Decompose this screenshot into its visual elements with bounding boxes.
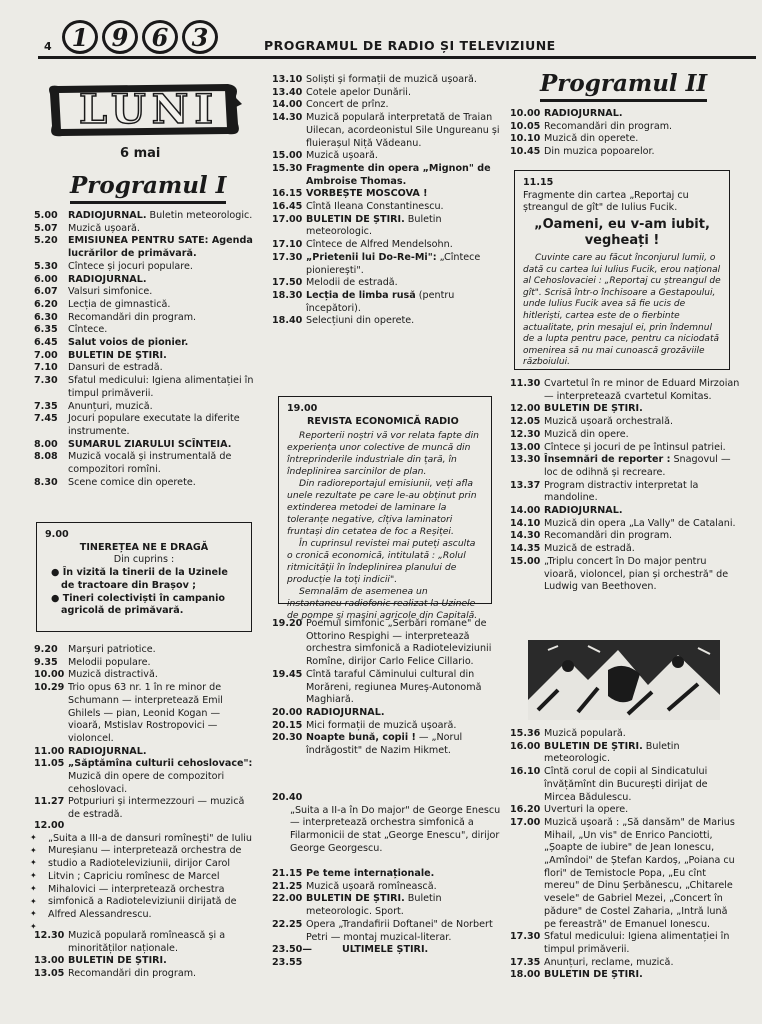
program-entry [272, 112, 502, 150]
entry-time: 15.36 [510, 728, 541, 739]
entry-time: 20.15 [272, 719, 303, 731]
program-entry [510, 969, 742, 982]
date: 6 mai [120, 146, 161, 161]
entry-text: Salut voios de pionier. [68, 337, 189, 349]
program-entry [34, 401, 256, 414]
program-entry [34, 235, 256, 260]
entry-time: 22.00 [272, 893, 303, 905]
entry-text: Potpuriuri și intermezzouri — muzică de estradă. [68, 796, 245, 821]
entry-time: 12.05 [510, 416, 541, 428]
program-entry [34, 375, 256, 400]
entry-text: Noapte bună, copii ! — „Norul îndrăgostit" de Nazim Hikmet. [306, 732, 463, 757]
entry-time: 23.50—23.55 [272, 944, 312, 968]
entry-text: Muzică din operete. [544, 133, 639, 145]
program-entry [272, 87, 502, 100]
block-2040 [272, 792, 502, 856]
entry-text: Cotele apelor Dunării. [306, 86, 412, 98]
tineretea-item: ● În vizită la tinerii de la Uzinele de tractoare din Brașov ; [51, 567, 228, 591]
program-entry [34, 451, 256, 476]
program-2-midday-list [510, 378, 742, 594]
entry-time: 11.05 [34, 758, 65, 770]
entry-time: 5.30 [34, 260, 58, 272]
entry-time: 10.00 [34, 669, 65, 681]
entry-time: 19.20 [272, 618, 303, 629]
program-entry [272, 214, 502, 239]
entry-text: Însemnări de reporter : Snagovul — loc de odihnă și recreare. [544, 454, 731, 478]
entry-text: Fragmente din opera „Mignon" de Ambroise Thomas. [306, 162, 491, 187]
program-entry [34, 286, 256, 299]
program-entry [272, 201, 502, 214]
entry-time: 9.20 [34, 644, 58, 655]
entry-text: BULETIN DE ȘTIRI. [544, 969, 643, 981]
entry-time: 7.10 [34, 362, 58, 374]
entry-time: 6.30 [34, 311, 58, 323]
entry-time: 12.00 [510, 403, 541, 415]
entry-text: BULETIN DE ȘTIRI. Buletin meteorologic. Sport. [306, 893, 442, 918]
header-divider [38, 56, 756, 59]
year-digit: 3 [182, 20, 218, 54]
entry-time: 18.00 [510, 969, 541, 981]
program-entry [34, 746, 256, 759]
program-entry [510, 530, 742, 543]
program-entry [272, 893, 502, 918]
program-1-afternoon-list [272, 74, 502, 328]
program-entry [34, 682, 256, 746]
year-badge [62, 20, 218, 54]
entry-text: Melodii populare. [68, 656, 151, 668]
program-entry [272, 315, 502, 328]
program-entry [272, 188, 502, 201]
entry-time: 13.37 [510, 479, 541, 491]
entry-time: 16.20 [510, 804, 541, 816]
entry-text: Trio opus 63 nr. 1 în re minor de Schumann — interpretează Emil Ghilels — pian, Leonid Kogan — vioară, Mstislav Rostropovici — violoncel. [68, 682, 223, 744]
entry-text: Muzică ușoară orchestrală. [544, 416, 674, 428]
entry-time: 19.45 [272, 668, 303, 680]
program-entry [510, 480, 742, 505]
entry-time: 7.30 [34, 375, 58, 387]
fucik-time: 11.15 [523, 177, 554, 188]
entry-text: Cîntă corul de copii al Sindicatului învățămînt din București dirijat de Mircea Bădulescu. [544, 766, 708, 803]
program-entry [510, 957, 742, 970]
entry-time: 14.00 [510, 505, 541, 517]
revista-paragraph: Reporterii noștri vă vor relata fapte din experiența unor colective de muncă din întreprinderile industriale din țară, în îndeplinirea sarcinilor de plan. [287, 430, 479, 478]
program-entry [272, 239, 502, 252]
program-entry [272, 618, 502, 669]
entry-text: Cîntă taraful Căminului cultural din Morăreni, regiunea Mureș-Autonomă Maghiară. [306, 668, 482, 706]
entry-text: Muzică ușoară. [68, 222, 140, 234]
entry-text: ULTIMELE ȘTIRI. [342, 944, 429, 956]
program-entry [510, 728, 742, 741]
entry-time: 15.00 [272, 150, 303, 162]
program-entry [34, 930, 256, 955]
program-entry [34, 657, 256, 670]
entry-time: 6.00 [34, 273, 58, 285]
entry-text: VORBEȘTE MOSCOVA ! [306, 188, 428, 200]
program-entry [272, 707, 502, 720]
program-entry [510, 108, 742, 121]
program-entry [34, 337, 256, 350]
program-entry [34, 350, 256, 363]
entry-text: Din muzica popoarelor. [544, 146, 655, 158]
entry-text: Valsuri simfonice. [68, 286, 153, 298]
entry-time: 20.00 [272, 706, 303, 718]
program-entry [34, 261, 256, 274]
entry-text: Muzică populară romînească și a minorităților naționale. [68, 930, 226, 954]
tineretea-time: 9.00 [45, 529, 69, 540]
program-entry [510, 403, 742, 416]
program-1-late-morning-list [34, 644, 256, 822]
program-entry [34, 362, 256, 375]
entry-text: Scene comice din operete. [68, 476, 196, 488]
program-entry [34, 299, 256, 312]
program-entry [272, 150, 502, 163]
entry-time: 17.00 [510, 816, 541, 828]
entry-time: 5.07 [34, 222, 58, 234]
entry-text: Recomandări din program. [68, 968, 197, 980]
entry-text: Muzică vocală și instrumentală de compozitori romîni. [68, 451, 232, 476]
program-entry [272, 252, 502, 277]
program-entry [510, 146, 742, 159]
program-entry [510, 454, 742, 479]
fucik-box [514, 170, 730, 370]
concert-illustration [528, 640, 720, 720]
entry-text: Uverturi la opere. [544, 804, 629, 816]
fucik-body: Cuvinte care au făcut înconjurul lumii, o dată cu cartea lui Iulius Fucik, erou național al Cehoslovaciei : „Reportaj cu ștreangul de gît". Scrisă într-o închisoare a Gestapoului, unde Iulius Fucik avea să fie ucis de hitleriști, cartea este de o fierbinte actualitate, prin mesajul ei, prin îndemnul de a lupta pentru pace, pentru ca niciodată omenirea să nu mai cunoască grozăviile războiului. [523, 253, 721, 368]
entry-time: 10.00 [510, 108, 541, 119]
program-entry [510, 518, 742, 531]
entry-text: EMISIUNEA PENTRU SATE: Agenda lucrărilor de primăvară. [68, 235, 253, 260]
entry-text: SUMARUL ZIARULUI SCÎNTEIA. [68, 438, 232, 450]
entry-time: 9.35 [34, 656, 58, 668]
entry-text: Concert de prînz. [306, 99, 389, 111]
fucik-quote: „Oameni, eu v-am iubit, vegheați ! [534, 217, 710, 249]
entry-text: RADIOJURNAL. [306, 706, 385, 718]
entry-time: 13.10 [272, 74, 303, 85]
entry-time: 11.00 [34, 745, 65, 757]
entry-text: Lecția de gimnastică. [68, 298, 171, 310]
fucik-intro: Fragmente din cartea „Reportaj cu ștreangul de gît" de Iulius Fucik. [523, 189, 689, 214]
program-entry [34, 324, 256, 337]
program-entry [272, 868, 502, 881]
entry-text: „Triplu concert în Do major pentru vioară, violoncel, pian și orchestră" de Ludwig van Beethoven. [544, 555, 729, 593]
program-entry [272, 163, 502, 188]
entry-time: 17.30 [510, 931, 541, 943]
revista-paragraph: Semnalăm de asemenea un instantaneu radiofonic realizat la Uzinele de pompe și mașini agricole din Capitală. [287, 586, 478, 622]
entry-time: 13.00 [34, 955, 65, 967]
entry-text: RADIOJURNAL. [68, 273, 147, 285]
program-entry [510, 505, 742, 518]
revista-time: 19.00 [287, 403, 318, 414]
entry-time: 13.00 [510, 441, 541, 453]
entry-time: 12.30 [510, 428, 541, 440]
entry-text: RADIOJURNAL. [544, 505, 623, 517]
tineretea-title: TINEREȚEA NE E DRAGĂ [79, 541, 209, 553]
decorative-plus-column: ✦ ✦ ✦ ✦ ✦ ✦ ✦ ✦ [30, 833, 37, 931]
entry-time: 6.20 [34, 298, 58, 310]
program-entry [510, 741, 742, 766]
entry-text: „Săptămîna culturii cehoslovace": Muzică din opere de compozitori cehoslovaci. [68, 758, 253, 795]
entry-text: Mici formații de muzică ușoară. [306, 719, 457, 731]
program-entry [510, 429, 742, 442]
program-entry [34, 477, 256, 490]
program-1-morning-list [34, 210, 256, 489]
entry-time: 13.30 [510, 454, 541, 466]
program-entry [510, 556, 742, 594]
program-entry [510, 121, 742, 134]
page-number: 4 [44, 40, 52, 53]
day-name: LUNI [78, 86, 220, 133]
program-entry [272, 944, 502, 969]
tineretea-box [36, 522, 252, 632]
program-entry [34, 955, 256, 968]
program-1-title: Programul I [70, 172, 226, 204]
tineretea-item: ● Tineri colectiviști în campanio agricolă de primăvară. [51, 592, 226, 617]
program-entry [272, 74, 502, 87]
entry-text: Muzică ușoară romînească. [306, 880, 437, 892]
entry-text: Selecțiuni din operete. [306, 315, 415, 327]
entry-text: BULETIN DE ȘTIRI. [68, 349, 167, 361]
entry-time: 6.07 [34, 286, 58, 298]
program-entry [34, 644, 256, 657]
entry-time: 5.20 [34, 235, 58, 247]
entry-time: 6.45 [34, 337, 58, 349]
program-entry [34, 758, 256, 796]
entry-text: BULETIN DE ȘTIRI. [68, 955, 167, 967]
entry-time: 17.30 [272, 251, 303, 263]
program-1-night-list [272, 868, 502, 970]
entry-text: Muzică ușoară. [306, 150, 378, 162]
program-entry [510, 931, 742, 956]
entry-text: Opera „Trandafirii Doftanei" de Norbert Petri — montaj muzical-literar. [306, 918, 493, 943]
entry-time: 7.00 [34, 349, 58, 361]
program-entry [34, 312, 256, 325]
entry-time: 10.29 [34, 682, 65, 694]
entry-text: Recomandări din program. [544, 120, 673, 132]
program-entry [272, 919, 502, 944]
entry-text: Muzică populară. [544, 728, 626, 739]
block-2040-time: 20.40 [272, 792, 303, 803]
program-1-evening-list [272, 618, 502, 758]
entry-text: Anunțuri, reclame, muzică. [544, 956, 674, 968]
program-entry [272, 732, 502, 757]
entry-text: Sfatul medicului: Igiena alimentației în timpul primăverii. [544, 931, 730, 955]
entry-text: Muzică distractivă. [68, 669, 158, 681]
entry-time: 8.08 [34, 451, 58, 463]
program-entry [510, 378, 742, 403]
year-digit: 1 [62, 20, 98, 54]
program-entry [510, 817, 742, 931]
entry-time: 13.40 [272, 86, 303, 98]
entry-time: 16.00 [510, 740, 541, 752]
entry-time: 11.27 [34, 796, 65, 808]
entry-time: 8.30 [34, 476, 58, 488]
entry-text: Melodii de estradă. [306, 277, 398, 289]
entry-time: 10.10 [510, 133, 541, 145]
entry-text: Cîntă Ileana Constantinescu. [306, 201, 444, 213]
entry-text: Muzică ușoară : „Să dansăm" de Marius Mihail, „Un vis" de Enrico Panciotti, „Șoapte de iubire" de Jean Ionescu, „Amîndoi" de Ștefan Kardoș, „Poiana cu flori" de Temistocle Popa, „Eu cînt mereu" de Dinu Șerbănescu, „Chitarele vesele" de Gabriel Mezei, „Concert în pădure" de Costel Zaharia, „Intră lună pe fereastră" de Emanuel Ionescu. [544, 816, 735, 930]
program-entry [272, 720, 502, 733]
revista-paragraph: Din radioreportajul emisiunii, veți afla unele rezultate pe care le-au obținut prin extinderea metodei de laminare la toleranțe negative, cîțiva laminatori fruntași din cetatea de foc a Reșiței. [287, 478, 477, 538]
program-entry [34, 796, 256, 821]
block-1200-time: 12.00 [34, 820, 65, 831]
entry-time: 15.30 [272, 162, 303, 174]
program-entry [34, 968, 256, 981]
entry-time: 16.15 [272, 188, 303, 200]
entry-text: Muzică populară interpretată de Traian Uilecan, acordeonistul Sile Ungureanu și fluierașul Niță Vădeanu. [306, 112, 500, 149]
day-banner [42, 80, 244, 140]
entry-text: Lecția de limba rusă (pentru începători). [306, 289, 455, 314]
entry-time: 16.10 [510, 766, 541, 778]
entry-time: 22.25 [272, 918, 303, 930]
entry-text: „Prietenii lui Do-Re-Mi": „Cîntece pionierești". [306, 251, 481, 276]
entry-time: 10.05 [510, 120, 541, 132]
entry-time: 7.45 [34, 413, 58, 425]
entry-time: 14.10 [510, 517, 541, 529]
entry-text: Recomandări din program. [544, 530, 673, 542]
entry-text: Cîntece de Alfred Mendelsohn. [306, 239, 453, 251]
entry-text: Anunțuri, muzică. [68, 400, 153, 412]
entry-time: 21.25 [272, 880, 303, 892]
year-digit: 9 [102, 20, 138, 54]
entry-time: 11.30 [510, 378, 541, 389]
program-entry [34, 669, 256, 682]
entry-text: Pe teme internaționale. [306, 868, 435, 879]
entry-text: Muzică din opere. [544, 428, 629, 440]
entry-time: 17.35 [510, 956, 541, 968]
entry-text: Muzică din opera „La Vally" de Catalani. [544, 517, 736, 529]
program-entry [510, 543, 742, 556]
revista-paragraph: În cuprinsul revistei mai puteți asculta o cronică economică, intitulată : „Rolul ritmicității în îndeplinirea planului de producție la toți indicii". [287, 538, 476, 586]
entry-time: 14.35 [510, 543, 541, 555]
program-entry [272, 290, 502, 315]
entry-time: 18.40 [272, 315, 303, 327]
program-entry [510, 416, 742, 429]
entry-text: Poemul simfonic „Serbări romane" de Ottorino Respighi — interpretează orchestra simfonică a Radioteleviziunii Romîne, dirijor Carlo Felice Cillario. [306, 618, 492, 668]
entry-time: 8.00 [34, 438, 58, 450]
entry-time: 20.30 [272, 732, 303, 744]
revista-title: REVISTA ECONOMICĂ RADIO [307, 415, 459, 427]
entry-time: 16.45 [272, 201, 303, 213]
entry-time: 14.00 [272, 99, 303, 111]
program-2-title: Programul II [540, 70, 707, 102]
entry-time: 15.00 [510, 555, 541, 567]
entry-time: 17.50 [272, 277, 303, 289]
entry-text: Marșuri patriotice. [68, 644, 156, 655]
entry-text: RADIOJURNAL. [68, 745, 147, 757]
entry-time: 13.05 [34, 968, 65, 980]
program-entry [272, 669, 502, 707]
revista-box [278, 396, 492, 622]
entry-text: Recomandări din program. [68, 311, 197, 323]
entry-text: Cîntece și jocuri populare. [68, 260, 193, 272]
entry-time: 17.10 [272, 239, 303, 251]
page-title: PROGRAMUL DE RADIO ȘI TELEVIZIUNE [264, 38, 556, 53]
entry-time: 14.30 [510, 530, 541, 542]
entry-time: 10.45 [510, 146, 541, 158]
program-entry [510, 766, 742, 804]
program-entry [272, 99, 502, 112]
block-1200-text: „Suita a III-a de dansuri romînești" de Iuliu Mureșianu — interpretează orchestra de studio a Radioteleviziunii, dirijor Carol Litvin ; Capriciu romînesc de Marcel Mihalovici — interpretează orchestra simfonică a Radioteleviziunii dirijată de Alfred Alessandrescu. [48, 832, 252, 920]
block-2040-text: „Suita a II-a în Do major" de George Enescu — interpretează orchestra simfonică a Filarmonicii de stat „George Enescu", dirijor George Georgescu. [290, 804, 501, 854]
entry-text: Program distractiv interpretat la mandoline. [544, 479, 699, 504]
entry-time: 14.30 [272, 112, 303, 124]
program-entry [272, 277, 502, 290]
entry-time: 18.30 [272, 289, 303, 301]
entry-text: RADIOJURNAL. [544, 108, 623, 119]
entry-time: 7.35 [34, 400, 58, 412]
entry-text: Cîntece. [68, 324, 108, 336]
tineretea-subtitle: Din cuprins : [113, 554, 175, 566]
entry-text: Cîntece și jocuri de pe întinsul patriei. [544, 441, 726, 453]
program-entry [34, 413, 256, 438]
program-entry [510, 442, 742, 455]
program-entry [34, 210, 256, 223]
entry-time: 6.35 [34, 324, 58, 336]
entry-text: BULETIN DE ȘTIRI. Buletin meteorologic. [544, 740, 680, 765]
program-1-noon-list [34, 930, 256, 981]
entry-time: 17.00 [272, 213, 303, 225]
entry-text: BULETIN DE ȘTIRI. Buletin meteorologic. [306, 213, 442, 238]
entry-text: Dansuri de estradă. [68, 362, 163, 374]
entry-time: 21.15 [272, 868, 303, 879]
program-entry [34, 223, 256, 236]
entry-text: Sfatul medicului: Igiena alimentației în timpul primăverii. [68, 375, 254, 399]
entry-time: 12.30 [34, 930, 65, 941]
entry-time: 5.00 [34, 210, 58, 221]
program-entry [510, 133, 742, 146]
entry-text: Jocuri populare executate la diferite instrumente. [68, 413, 240, 437]
program-2-morning-list [510, 108, 742, 159]
entry-text: Cvartetul în re minor de Eduard Mirzoian — interpretează cvartetul Komitas. [544, 378, 740, 402]
block-1200 [34, 820, 256, 922]
year-digit: 6 [142, 20, 178, 54]
program-2-afternoon-list [510, 728, 742, 982]
entry-text: Muzică de estradă. [544, 543, 635, 555]
entry-text: Soliști și formații de muzică ușoară. [306, 74, 477, 85]
program-entry [34, 274, 256, 287]
program-entry [34, 439, 256, 452]
entry-text: BULETIN DE ȘTIRI. [544, 403, 643, 415]
program-entry [272, 881, 502, 894]
entry-text: RADIOJURNAL. Buletin meteorologic. [68, 210, 253, 221]
program-entry [510, 804, 742, 817]
